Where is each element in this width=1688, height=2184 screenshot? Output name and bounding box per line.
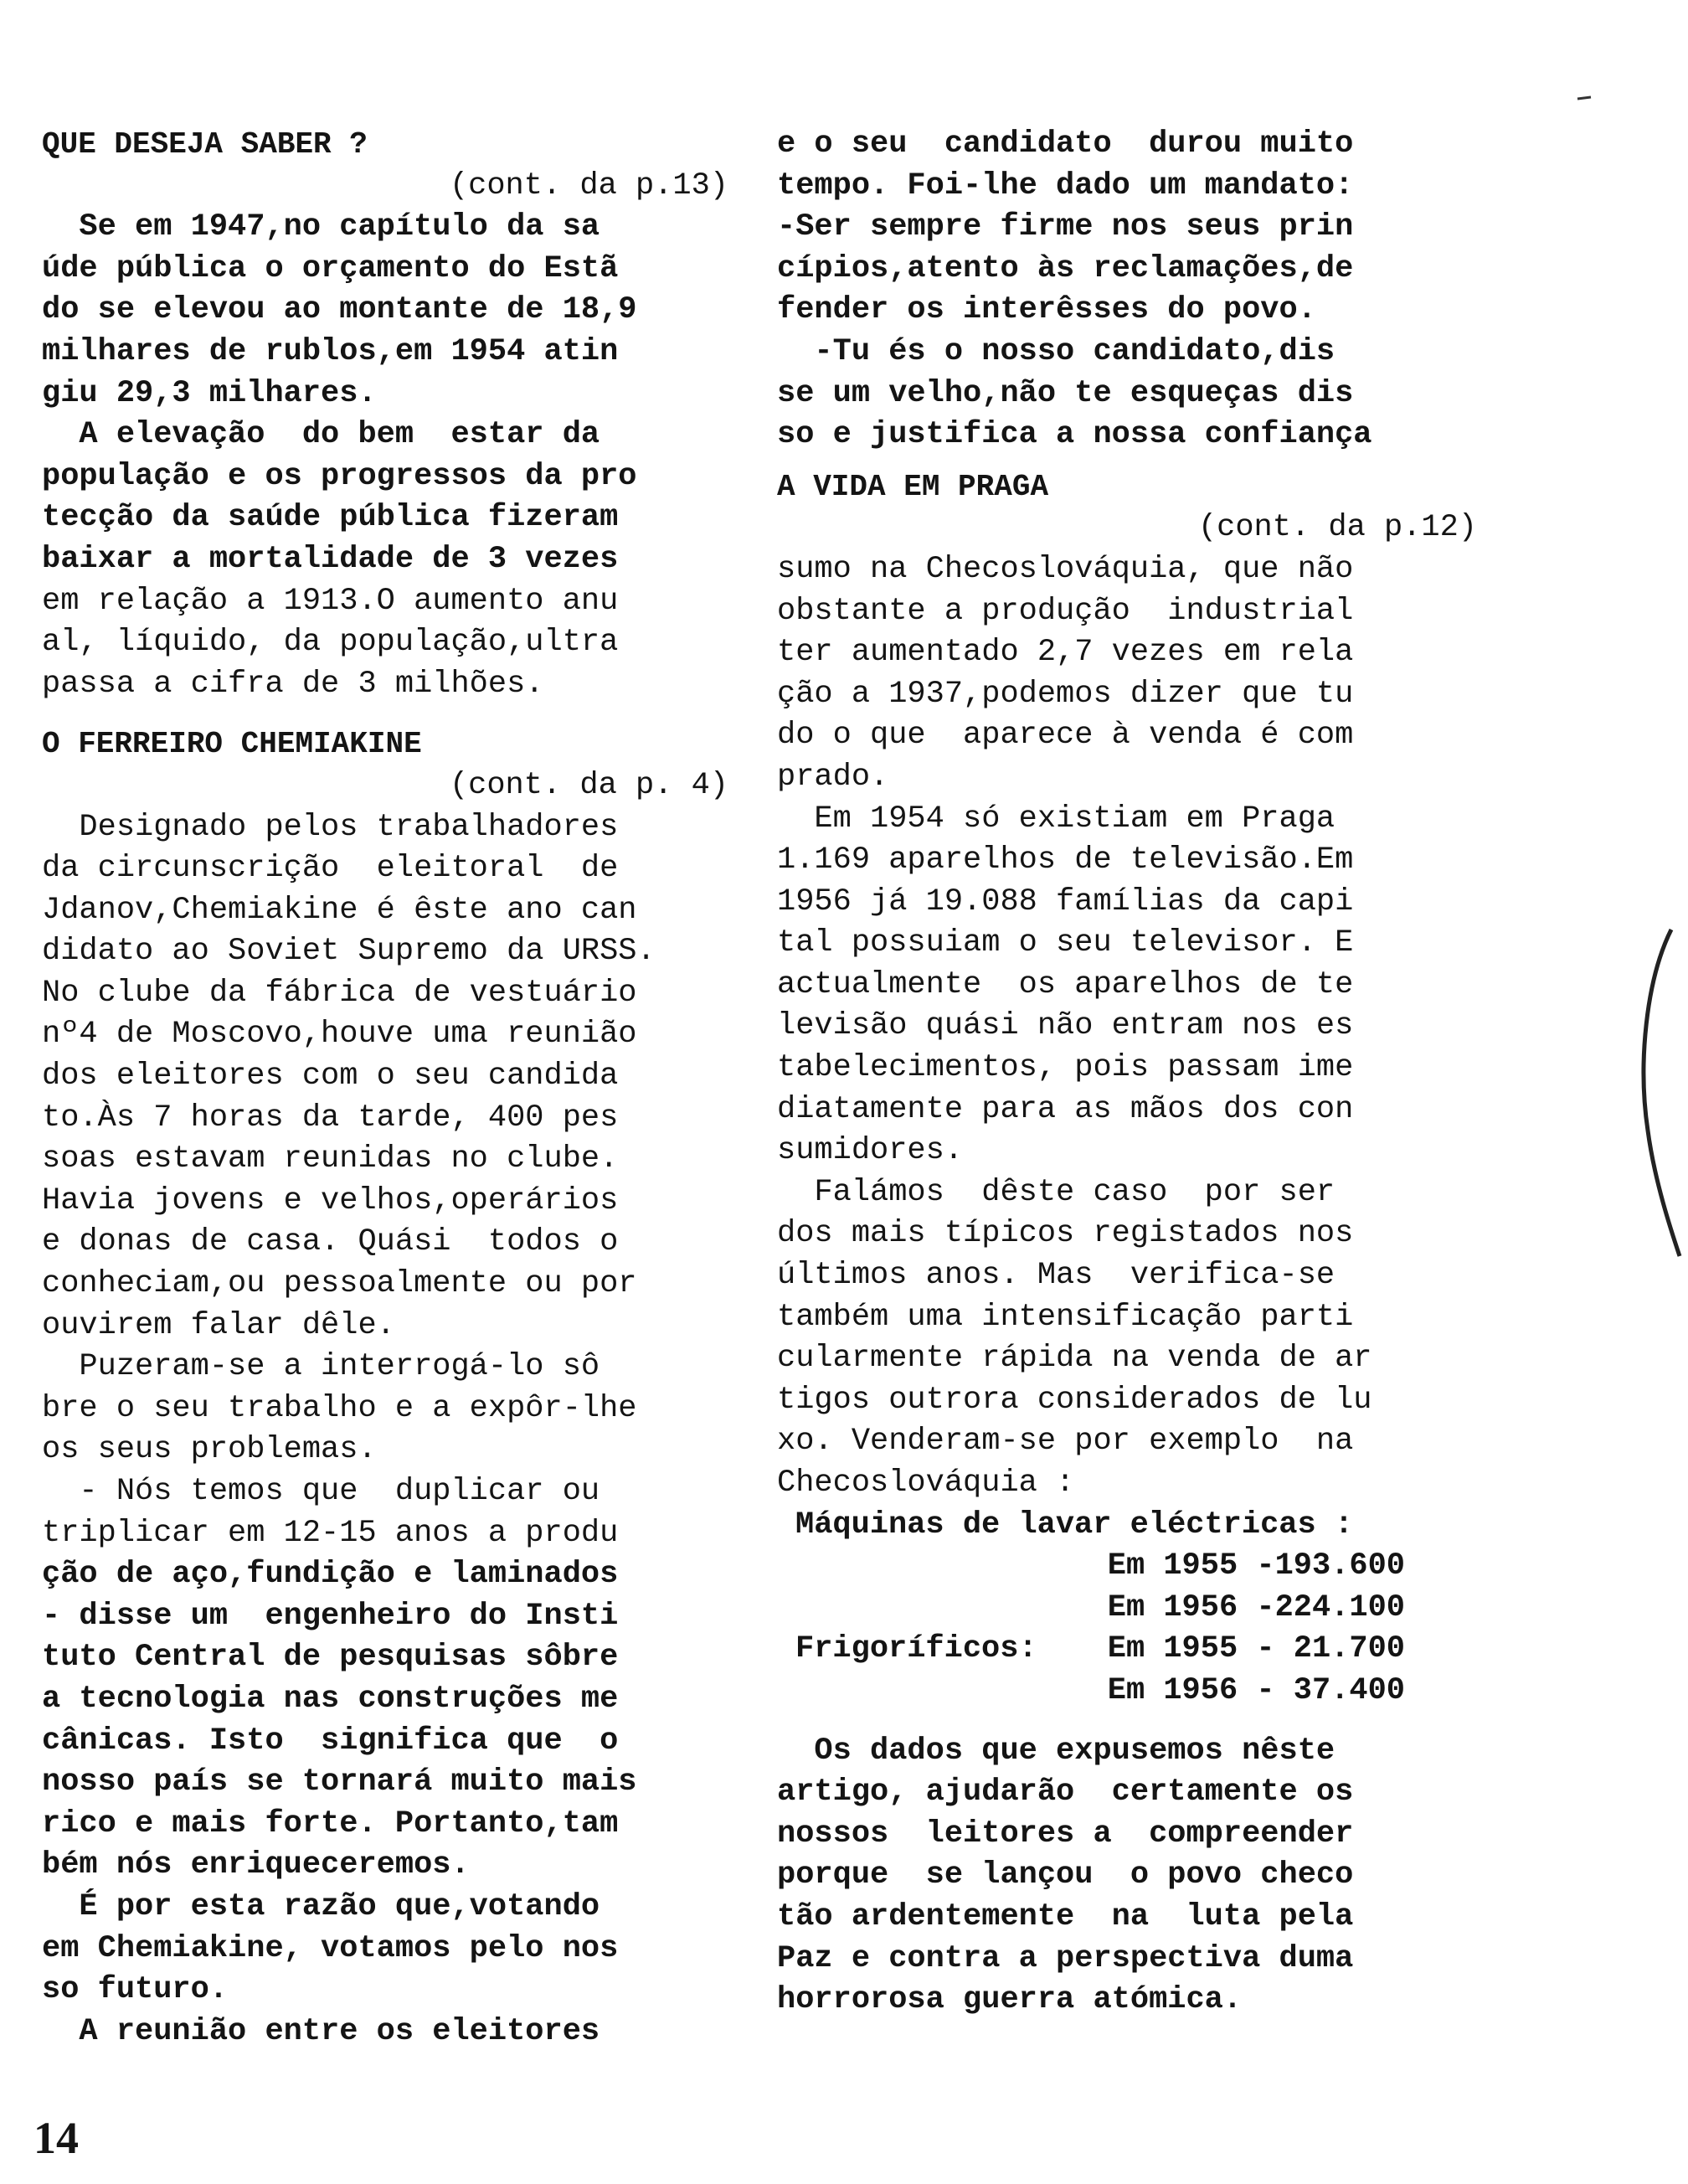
text-line: ter aumentado 2,7 vezes em rela [777, 635, 1354, 671]
paragraph [777, 549, 1477, 799]
text-line: - disse um engenheiro do Insti [42, 1598, 619, 1634]
text-line: cularmente rápida na venda de ar [777, 1341, 1372, 1377]
text-line: sumidores. [777, 1133, 964, 1169]
text-line: porque se lançou o povo checo [777, 1857, 1354, 1893]
continuation-note: (cont. da p. 4) [449, 767, 728, 803]
text-line: nosso país se tornará muito mais [42, 1764, 637, 1800]
text-line: fender os interêsses do povo. [777, 292, 1316, 328]
paragraph [777, 124, 1477, 332]
text-line: nº4 de Moscovo,houve uma reunião [42, 1017, 637, 1053]
text-line: -Tu és o nosso candidato,dis [777, 333, 1335, 369]
section-heading-a-vida-em-praga: A VIDA EM PRAGA [777, 469, 1049, 504]
text-line: em relação a 1913.O aumento anu [42, 583, 619, 619]
text-line: obstante a produção industrial [777, 593, 1354, 629]
paragraph [777, 1172, 1477, 1505]
text-line: tal possuiam o seu televisor. E [777, 925, 1354, 961]
text-line: úde pública o orçamento do Estã [42, 250, 619, 286]
text-line: conheciam,ou pessoalmente ou por [42, 1266, 637, 1302]
scan-speck [1574, 84, 1608, 109]
text-line: Os dados que expusemos nêste [777, 1733, 1335, 1769]
text-line: população e os progressos da pro [42, 458, 637, 494]
text-line: baixar a mortalidade de 3 vezes [42, 541, 619, 577]
text-line: tigos outrora considerados de lu [777, 1382, 1372, 1418]
text-line: xo. Venderam-se por exemplo na [777, 1424, 1354, 1460]
text-line: Falámos dêste caso por ser [777, 1174, 1335, 1210]
text-line: cípios,atento às reclamações,de [777, 250, 1354, 286]
text-line: bém nós enriqueceremos. [42, 1847, 470, 1883]
text-line: milhares de rublos,em 1954 atin [42, 333, 619, 369]
text-line: passa a cifra de 3 milhões. [42, 666, 544, 702]
text-line: Puzeram-se a interrogá-lo sô [42, 1349, 600, 1385]
paragraph [777, 332, 1477, 456]
paragraph [42, 807, 728, 1347]
text-line: -Ser sempre firme nos seus prin [777, 209, 1354, 245]
paragraph [42, 2011, 728, 2053]
sales-row: Em 1955 -193.600 [1107, 1548, 1405, 1584]
text-line: os seus problemas. [42, 1432, 377, 1468]
sales-row: Em 1956 -224.100 [1107, 1589, 1405, 1625]
text-line: Jdanov,Chemiakine é êste ano can [42, 892, 637, 928]
text-line: tuto Central de pesquisas sôbre [42, 1640, 619, 1676]
text-line: Havia jovens e velhos,operários [42, 1182, 619, 1218]
page-number: 14 [33, 2113, 79, 2163]
section-heading-o-ferreiro-chemiakine: O FERREIRO CHEMIAKINE [42, 727, 422, 762]
text-line: prado. [777, 759, 889, 795]
text-line: diatamente para as mãos dos con [777, 1091, 1354, 1127]
text-line: giu 29,3 milhares. [42, 375, 377, 411]
text-line: rico e mais forte. Portanto,tam [42, 1805, 619, 1841]
text-line: Se em 1947,no capítulo da sa [42, 209, 600, 245]
paragraph [42, 1471, 728, 1887]
spacer [777, 456, 1477, 466]
text-line: tempo. Foi-lhe dado um mandato: [777, 167, 1354, 203]
text-line: Checoslováquia : [777, 1465, 1075, 1501]
text-line: Em 1954 só existiam em Praga [777, 801, 1335, 837]
text-line: 1.169 aparelhos de televisão.Em [777, 842, 1354, 878]
text-line: 1956 já 19.088 famílias da capi [777, 883, 1354, 919]
text-line: A reunião entre os eleitores [42, 2013, 600, 2049]
sales-category-label: Máquinas de lavar eléctricas : [795, 1507, 1354, 1543]
sales-table [777, 1505, 1477, 1713]
paragraph [42, 207, 728, 415]
text-line: ção a 1937,podemos dizer que tu [777, 676, 1354, 712]
text-line: artigo, ajudarão certamente os [777, 1774, 1354, 1811]
text-line: actualmente os aparelhos de te [777, 966, 1354, 1002]
text-line: em Chemiakine, votamos pelo nos [42, 1930, 619, 1966]
text-line: didato ao Soviet Supremo da URSS. [42, 934, 656, 970]
text-line: cânicas. Isto significa que o [42, 1723, 619, 1759]
continuation-note: (cont. da p.13) [449, 167, 728, 203]
text-line: Designado pelos trabalhadores [42, 809, 619, 845]
sales-category-label: Frigoríficos: [795, 1631, 1037, 1667]
text-line: do se elevou ao montante de 18,9 [42, 292, 637, 328]
text-line: da circunscrição eleitoral de [42, 851, 619, 887]
spacer [42, 705, 728, 724]
text-line: do o que aparece à venda é com [777, 718, 1354, 754]
text-line: dos eleitores com o seu candida [42, 1059, 619, 1095]
text-line: sumo na Checoslováquia, que não [777, 551, 1354, 587]
text-line: soas estavam reunidas no clube. [42, 1141, 619, 1177]
text-line: últimos anos. Mas verifica-se [777, 1258, 1335, 1294]
text-line: to.Às 7 horas da tarde, 400 pes [42, 1100, 619, 1136]
section-heading-que-deseja-saber: QUE DESEJA SABER ? [42, 127, 368, 162]
text-line: tão ardentemente na luta pela [777, 1898, 1354, 1934]
text-line: al, líquido, da população,ultra [42, 625, 619, 661]
text-line: No clube da fábrica de vestuário [42, 975, 637, 1011]
text-line: horrorosa guerra atómica. [777, 1982, 1243, 2018]
text-line: bre o seu trabalho e a expôr-lhe [42, 1390, 637, 1426]
text-line: e o seu candidato durou muito [777, 126, 1354, 162]
text-line: so futuro. [42, 1972, 229, 2008]
text-line: so e justifica a nossa confiança [777, 417, 1372, 453]
text-line: a tecnologia nas construções me [42, 1681, 619, 1717]
text-line: tabelecimentos, pois passam ime [777, 1050, 1354, 1086]
left-column [42, 124, 728, 2053]
text-line: Paz e contra a perspectiva duma [777, 1940, 1354, 1976]
text-line: e donas de casa. Quási todos o [42, 1224, 619, 1260]
sales-row: Em 1955 - 21.700 [1107, 1631, 1405, 1667]
paragraph [42, 415, 728, 705]
text-line: É por esta razão que,votando [42, 1888, 600, 1924]
paragraph [42, 1347, 728, 1471]
text-line: triplicar em 12-15 anos a produ [42, 1515, 619, 1551]
text-line: A elevação do bem estar da [42, 417, 600, 453]
text-line: - Nós temos que duplicar ou [42, 1474, 600, 1509]
paragraph [777, 799, 1477, 1172]
right-column [777, 124, 1477, 2022]
conclusion-paragraph [777, 1731, 1477, 2022]
sales-row-group [777, 1629, 1477, 1671]
text-line: levisão quási não entram nos es [777, 1008, 1354, 1044]
text-line: também uma intensificação parti [777, 1299, 1354, 1335]
text-line: ouvirem falar dêle. [42, 1307, 395, 1343]
text-line: tecção da saúde pública fizeram [42, 500, 619, 536]
sales-row: Em 1956 - 37.400 [1107, 1672, 1405, 1708]
text-line: dos mais típicos registados nos [777, 1216, 1354, 1252]
text-line: ção de aço,fundição e laminados [42, 1557, 619, 1593]
scan-edge-mark [1638, 913, 1688, 1265]
text-line: nossos leitores a compreender [777, 1816, 1354, 1852]
continuation-note: (cont. da p.12) [1197, 510, 1477, 546]
text-line: se um velho,não te esqueças dis [777, 375, 1354, 411]
spacer [777, 1713, 1477, 1731]
paragraph [42, 1887, 728, 2011]
